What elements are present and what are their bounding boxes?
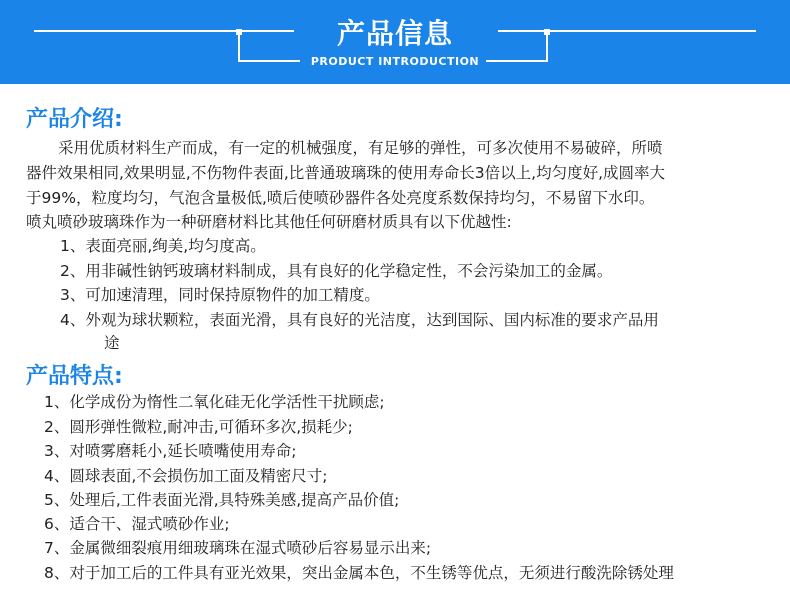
feature-item-5: 5、处理后,工件表面光滑,具特殊美感,提高产品价值; — [44, 491, 400, 509]
intro-line-3: 于99%，粒度均匀，气泡含量极低,喷后使喷砂器件各处亮度系数保持均匀，不易留下水印。 — [26, 189, 655, 207]
header-banner — [0, 0, 790, 84]
intro-heading: 产品介绍: — [26, 107, 123, 132]
intro-line-4: 喷丸喷砂玻璃珠作为一种研磨材料比其他任何研磨材质具有以下优越性: — [26, 213, 512, 231]
feature-item-6: 6、适合干、湿式喷砂作业; — [44, 515, 230, 533]
feature-item-7: 7、金属微细裂痕用细玻璃珠在湿式喷砂后容易显示出来; — [44, 539, 432, 557]
feature-item-1: 1、化学成份为惰性二氧化硅无化学活性干扰顾虑; — [44, 393, 385, 411]
banner-title: 产品信息 — [336, 17, 453, 50]
advantage-item-4-continuation: 途 — [104, 334, 120, 352]
banner-subtitle: PRODUCT INTRODUCTION — [310, 55, 480, 68]
feature-item-3: 3、对喷雾磨耗小,延长喷嘴使用寿命; — [44, 442, 297, 460]
advantage-item-4: 4、外观为球状颗粒，表面光滑，具有良好的光洁度，达到国际、国内标准的要求产品用 — [60, 311, 659, 329]
advantage-item-3: 3、可加速清理，同时保持原物件的加工精度。 — [60, 286, 380, 304]
intro-line-2: 器件效果相同,效果明显,不伤物件表面,比普通玻璃珠的使用寿命长3倍以上,均匀度好,成圆率大 — [26, 164, 665, 182]
advantage-item-2: 2、用非碱性钠钙玻璃材料制成，具有良好的化学稳定性，不会污染加工的金属。 — [60, 262, 613, 280]
feature-item-8: 8、对于加工后的工件具有亚光效果，突出金属本色，不生锈等优点，无须进行酸洗除锈处理 — [44, 564, 674, 582]
feature-item-2: 2、圆形弹性微粒,耐冲击,可循环多次,损耗少; — [44, 418, 353, 436]
feature-item-4: 4、圆球表面,不会损伤加工面及精密尺寸; — [44, 467, 328, 485]
advantage-item-1: 1、表面亮丽,绚美,均匀度高。 — [60, 237, 266, 255]
features-heading: 产品特点: — [26, 364, 123, 389]
intro-line-1: 采用优质材料生产而成，有一定的机械强度，有足够的弹性，可多次使用不易破碎，所喷 — [58, 139, 663, 157]
